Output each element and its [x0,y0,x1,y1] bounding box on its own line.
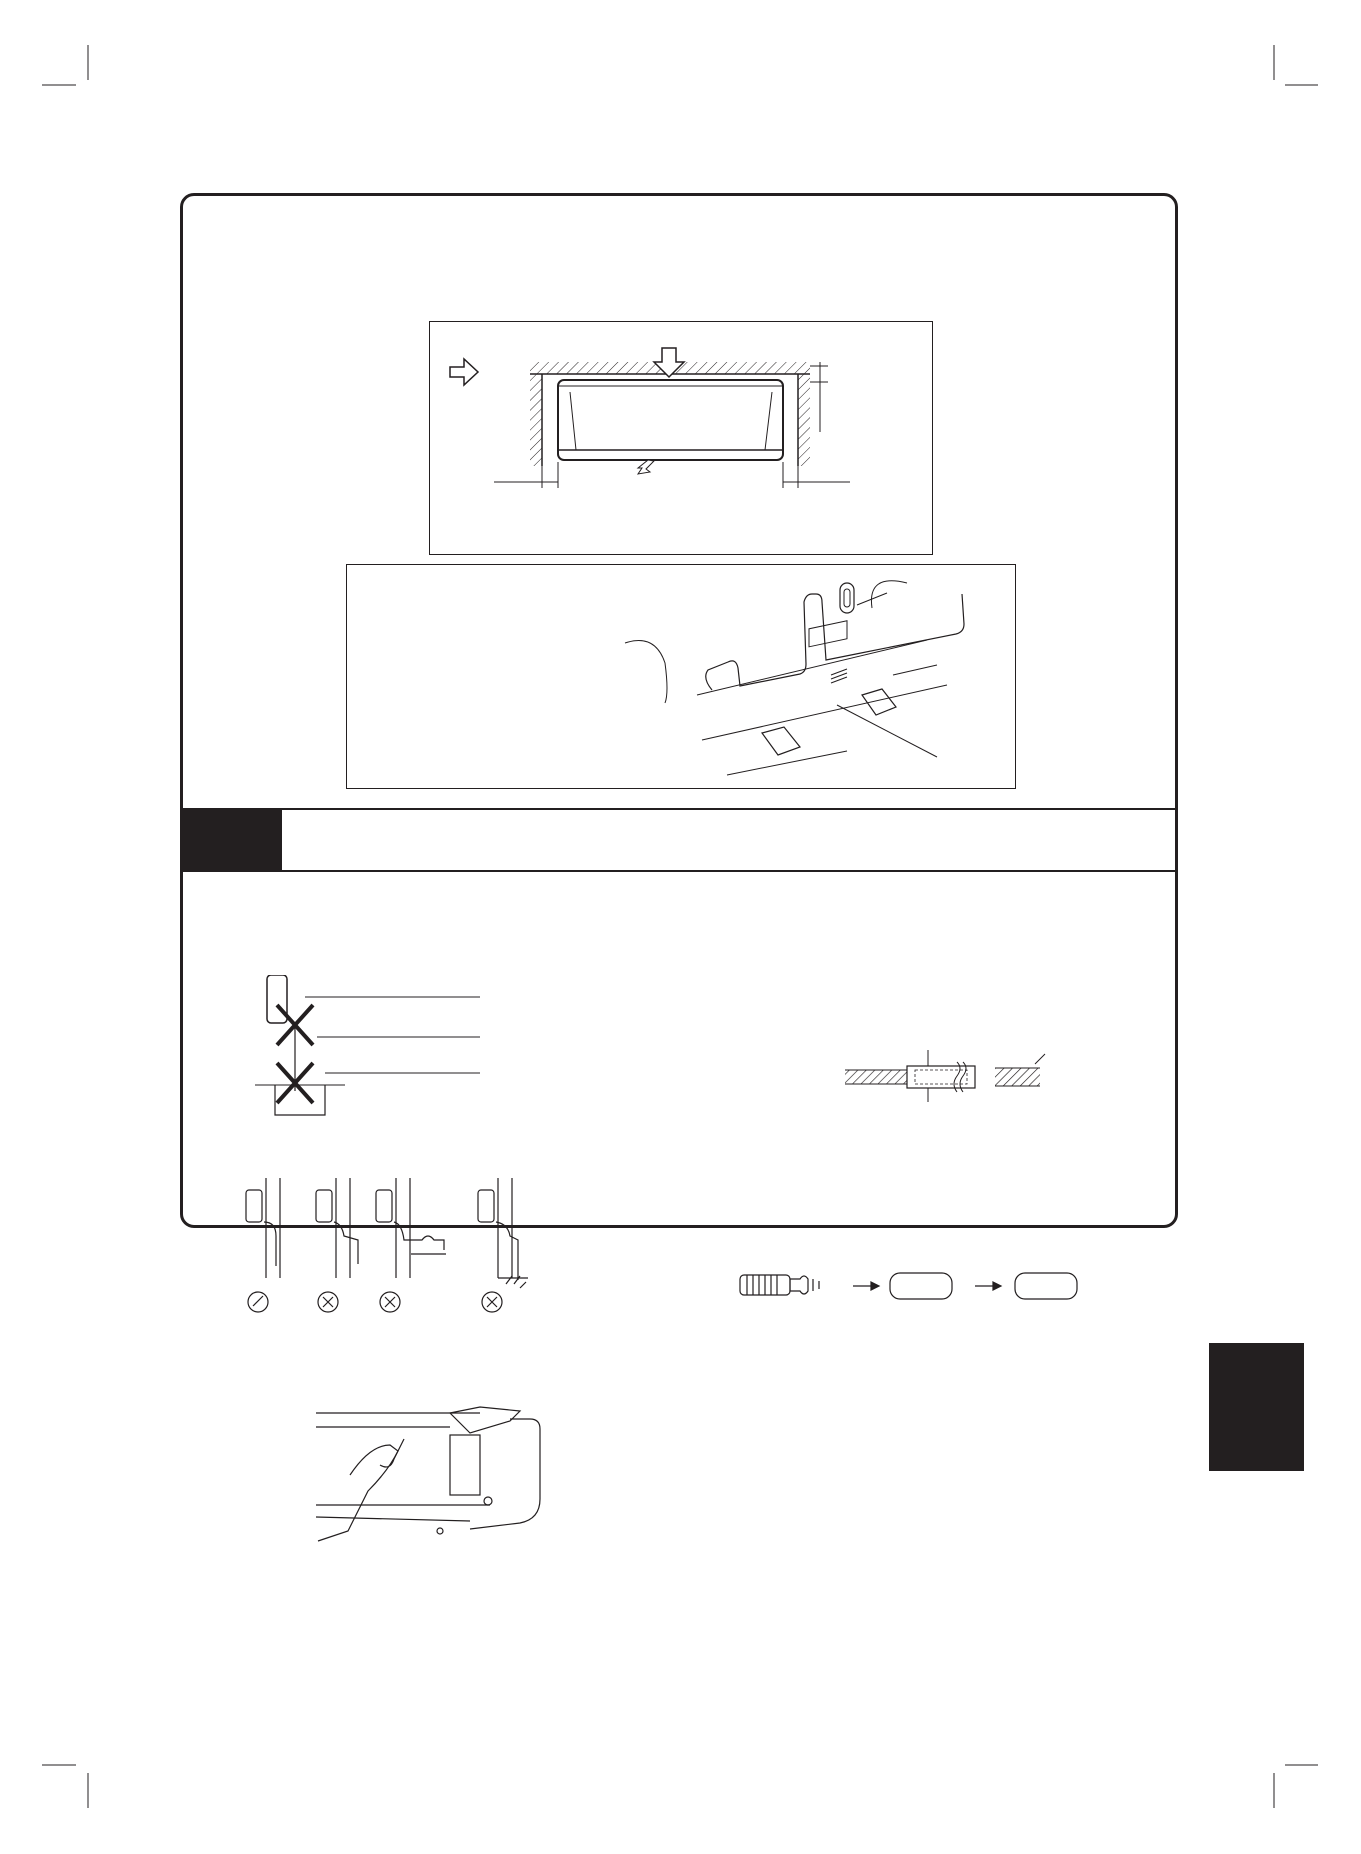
drain-routing-marks [246,1290,546,1320]
side-tab [1209,1343,1304,1471]
extension-pipe-diagram-icon [845,1040,1055,1110]
ng-mark-icon [378,1290,402,1314]
ng-mark-icon [316,1290,340,1314]
figure-installation-clearance [429,321,933,555]
section-tab [182,810,282,870]
mounting-plate-diagram-icon [347,565,1015,788]
figure-mounting-plate [346,564,1016,789]
drain-warning-diagram-icon [255,975,495,1120]
drain-routing-diagram-icon [236,1178,536,1308]
clearance-diagram-icon [430,322,932,554]
drain-cap-diagram-icon [300,1405,550,1565]
section-header [182,808,1176,872]
ng-mark-icon [480,1290,504,1314]
ok-mark-icon [246,1290,270,1314]
hose-cutting-diagram-icon [735,1265,1095,1305]
